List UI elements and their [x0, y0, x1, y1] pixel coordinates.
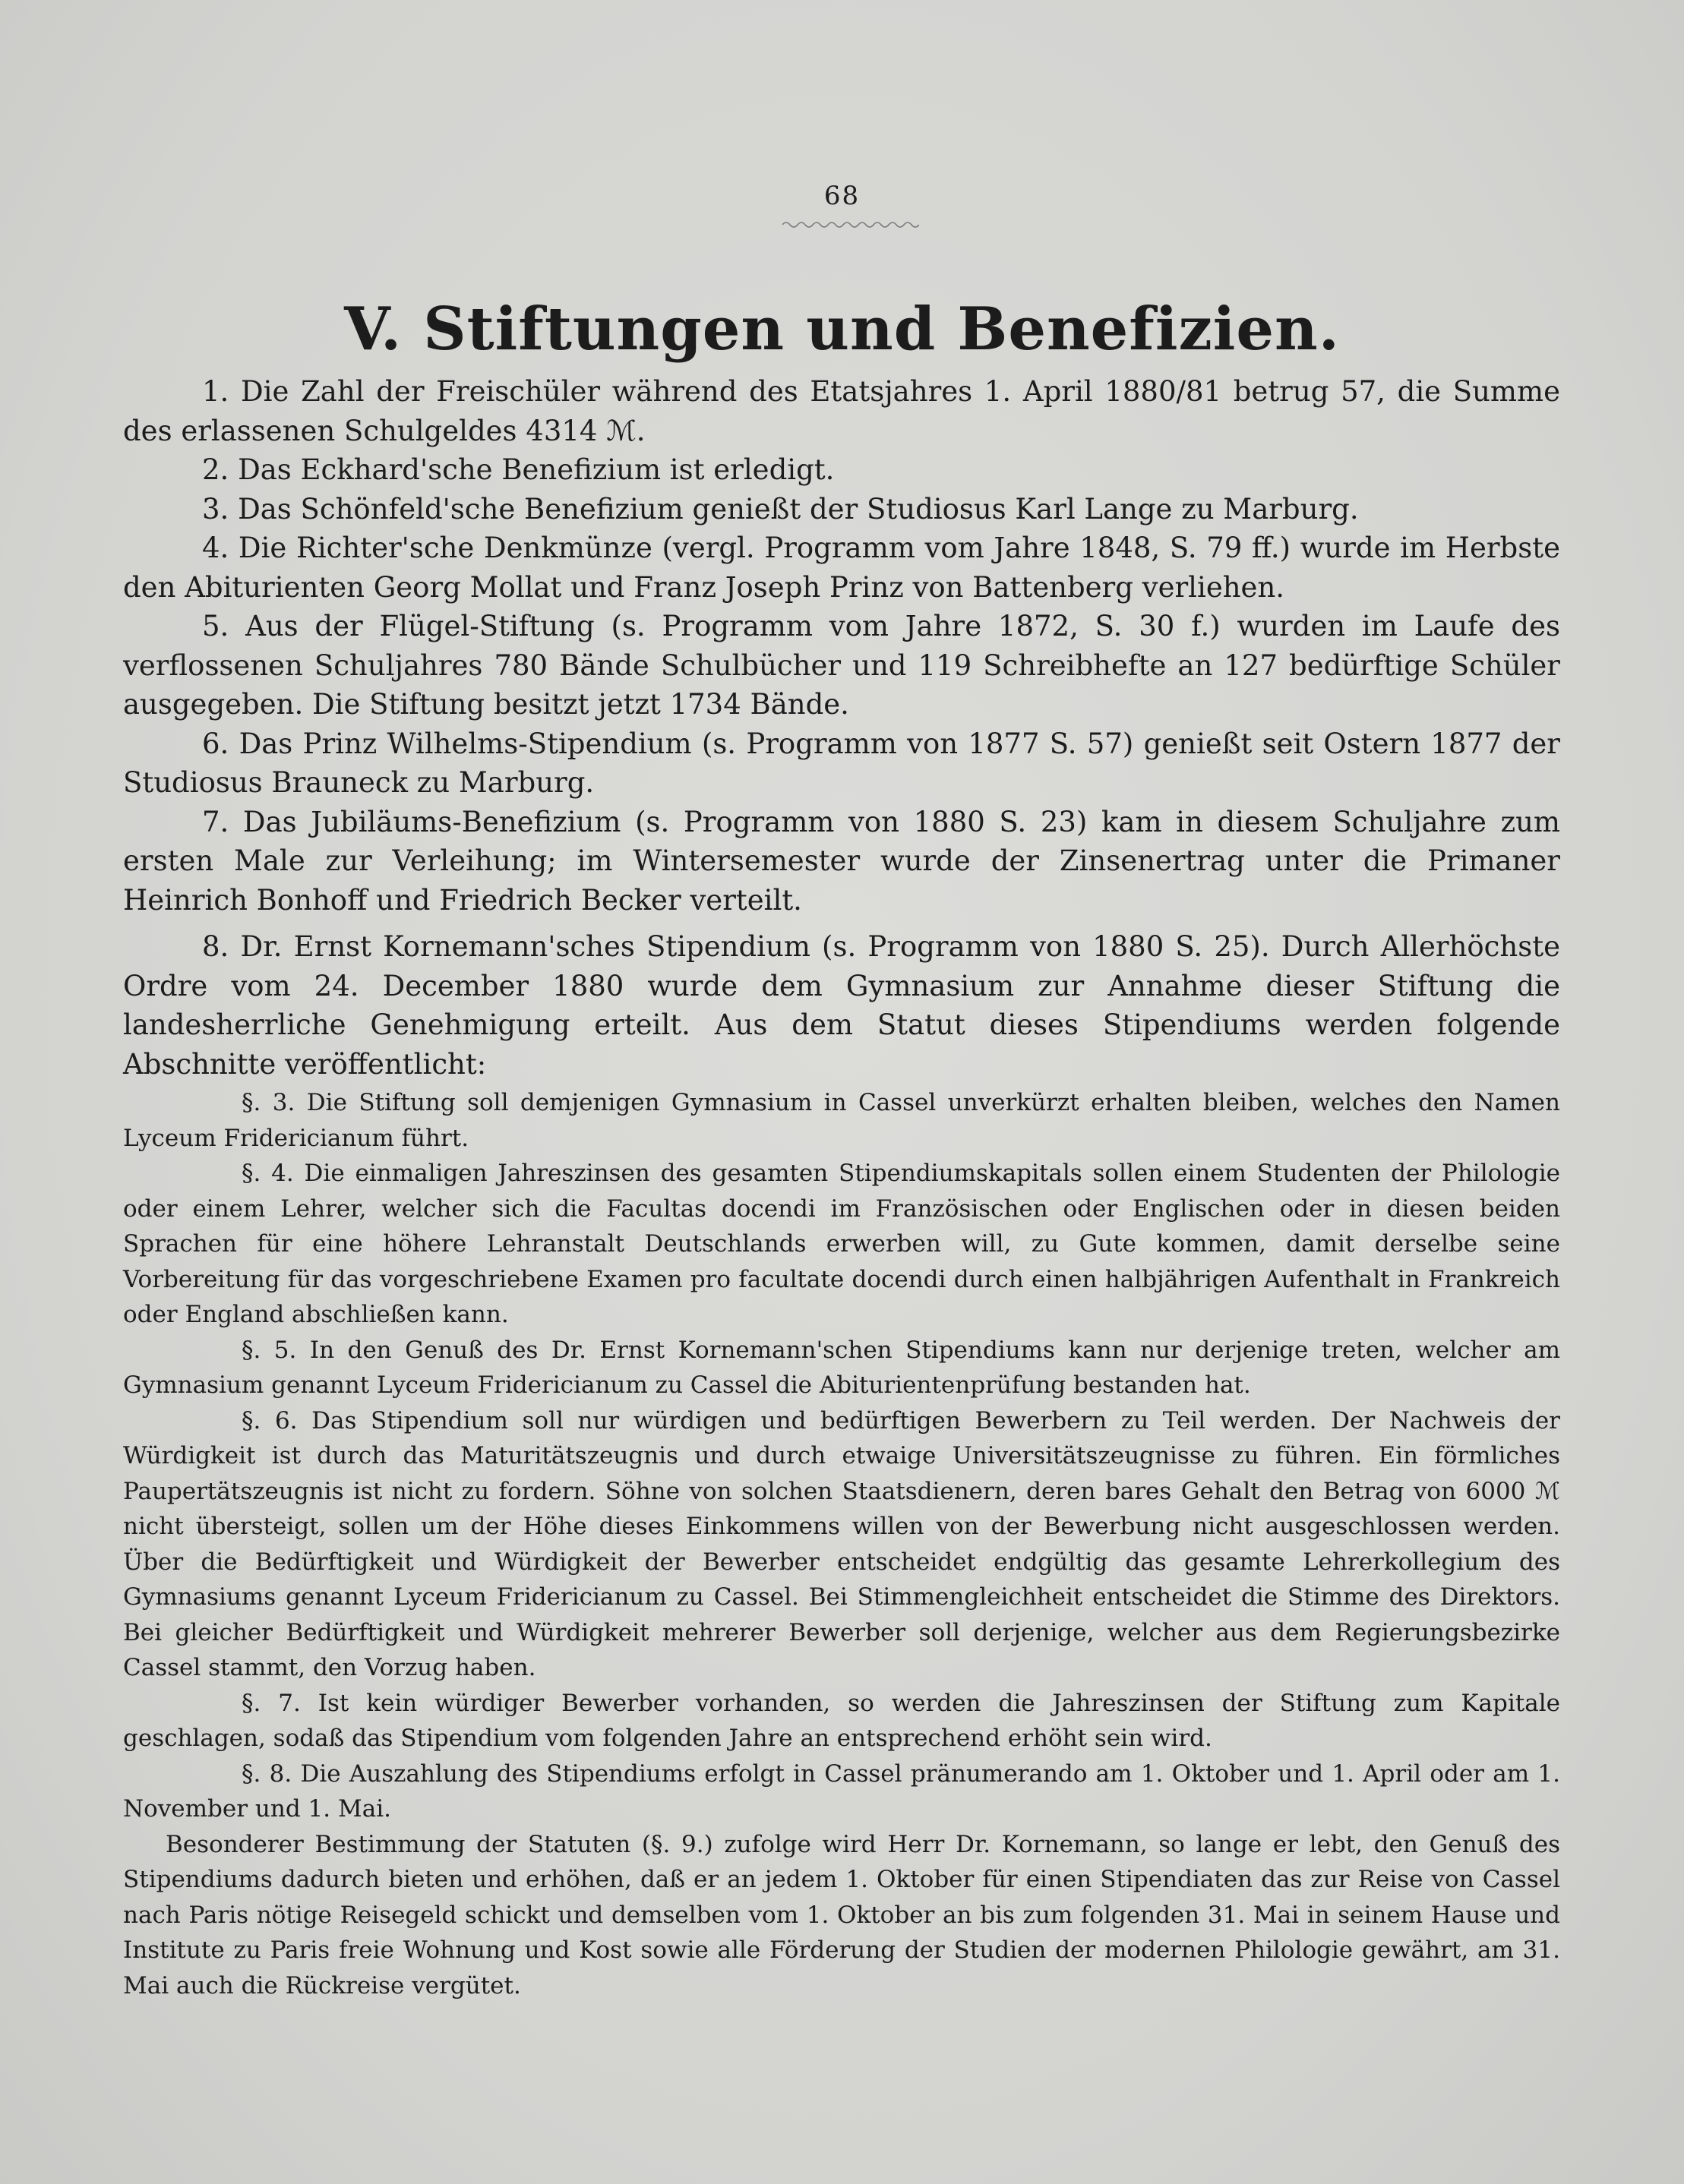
statute-paragraph-4: §. 4. Die einmaligen Jahreszinsen des gesamten Stipendiumskapitals sollen einem Studenten der Philologie oder einem Lehrer, welcher sich die Facultas docendi im Französischen oder Englischen oder in diesen beiden Sprachen für eine höhere Lehranstalt Deutschlands erwerben will, zu Gute kommen, damit derselbe seine Vorbereitung für das vorgeschriebene Examen pro facultate docendi durch einen halbjährigen Aufenthalt in Frankreich oder England abschließen kann. — [123, 1160, 1560, 1328]
item-4: 4. Die Richter'sche Denkmünze (vergl. Programm vom Jahre 1848, S. 79 ff.) wurde im Herbste den Abiturienten Georg Mollat und Franz Joseph Prinz von Battenberg verliehen. — [123, 532, 1560, 604]
item-7: 7. Das Jubiläums-Benefizium (s. Programm von 1880 S. 23) kam in diesem Schuljahre zum ersten Male zur Verleihung; im Wintersemester wurde der Zinsenertrag unter die Primaner Heinrich Bonhoff und Friedrich Becker verteilt. — [123, 805, 1560, 917]
page-number: 68 — [823, 181, 861, 211]
statute-paragraph-7: §. 7. Ist kein würdiger Bewerber vorhanden, so werden die Jahreszinsen der Stiftung zum Kapitale geschlagen, sodaß das Stipendium vom folgenden Jahre an entsprechend erhöht sein wird. — [123, 1689, 1560, 1752]
statute-paragraph-8: §. 8. Die Auszahlung des Stipendiums erfolgt in Cassel pränumerando am 1. Oktober und 1. April oder am 1. November und 1. Mai. — [123, 1760, 1560, 1823]
section-heading: V. Stiftungen und Benefizien. — [344, 295, 1340, 364]
item-1: 1. Die Zahl der Freischüler während des Etatsjahres 1. April 1880/81 betrug 57, die Summe des erlassenen Schulgeldes 4314 ℳ. — [123, 375, 1560, 447]
page-body — [123, 372, 1560, 2003]
statute-paragraph-5: §. 5. In den Genuß des Dr. Ernst Kornemann'schen Stipendiums kann nur derjenige treten, welcher am Gymnasium genannt Lyceum Fridericianum zu Cassel die Abiturientenprüfung bestanden hat. — [123, 1336, 1560, 1399]
statute-paragraph-3: §. 3. Die Stiftung soll demjenigen Gymnasium in Cassel unverkürzt erhalten bleiben, welches den Namen Lyceum Fridericianum führt. — [123, 1089, 1560, 1152]
ornament-divider — [782, 220, 919, 229]
item-8: 8. Dr. Ernst Kornemann'sches Stipendium (s. Programm von 1880 S. 25). Durch Allerhöchste Ordre vom 24. December 1880 wurde dem Gymnasium zur Annahme dieser Stiftung die landesherrliche Genehmigung erteilt. Aus dem Statut dieses Stipendiums werden folgende Abschnitte veröffentlicht: — [123, 930, 1560, 1081]
statute-paragraph-6: §. 6. Das Stipendium soll nur würdigen und bedürftigen Bewerbern zu Teil werden. Der Nachweis der Würdigkeit ist durch das Maturitätszeugnis und durch etwaige Universitätszeugnisse zu führen. Ein förmliches Paupertätszeugnis ist nicht zu fordern. Söhne von solchen Staatsdienern, deren bares Gehalt den Betrag von 6000 ℳ nicht übersteigt, sollen um der Höhe dieses Einkommens willen von der Bewerbung nicht ausgeschlossen werden. Über die Bedürftigkeit und Würdigkeit der Bewerber entscheidet endgültig das gesamte Lehrerkollegium des Gymnasiums genannt Lyceum Fridericianum zu Cassel. Bei Stimmengleichheit entscheidet die Stimme des Direktors. Bei gleicher Bedürftigkeit und Würdigkeit mehrerer Bewerber soll derjenige, welcher aus dem Regierungsbezirke Cassel stammt, den Vorzug haben. — [123, 1406, 1560, 1681]
item-6: 6. Das Prinz Wilhelms-Stipendium (s. Programm von 1877 S. 57) genießt seit Ostern 1877 der Studiosus Brauneck zu Marburg. — [123, 727, 1560, 799]
statute-note: Besonderer Bestimmung der Statuten (§. 9.) zufolge wird Herr Dr. Kornemann, so lange er lebt, den Genuß des Stipendiums dadurch bieten und erhöhen, daß er an jedem 1. Oktober für einen Stipendiaten das zur Reise von Cassel nach Paris nötige Reisegeld schickt und demselben vom 1. Oktober an bis zum folgenden 31. Mai in seinem Hause und Institute zu Paris freie Wohnung und Kost sowie alle Förderung der Studien der modernen Philologie gewährt, am 31. Mai auch die Rückreise vergütet. — [123, 1830, 1560, 1999]
item-5: 5. Aus der Flügel-Stiftung (s. Programm vom Jahre 1872, S. 30 f.) wurden im Laufe des verflossenen Schuljahres 780 Bände Schulbücher und 119 Schreibhefte an 127 bedürftige Schüler ausgegeben. Die Stiftung besitzt jetzt 1734 Bände. — [123, 610, 1560, 721]
item-2: 2. Das Eckhard'sche Benefizium ist erledigt. — [202, 453, 835, 486]
item-3: 3. Das Schönfeld'sche Benefizium genießt der Studiosus Karl Lange zu Marburg. — [202, 492, 1359, 525]
